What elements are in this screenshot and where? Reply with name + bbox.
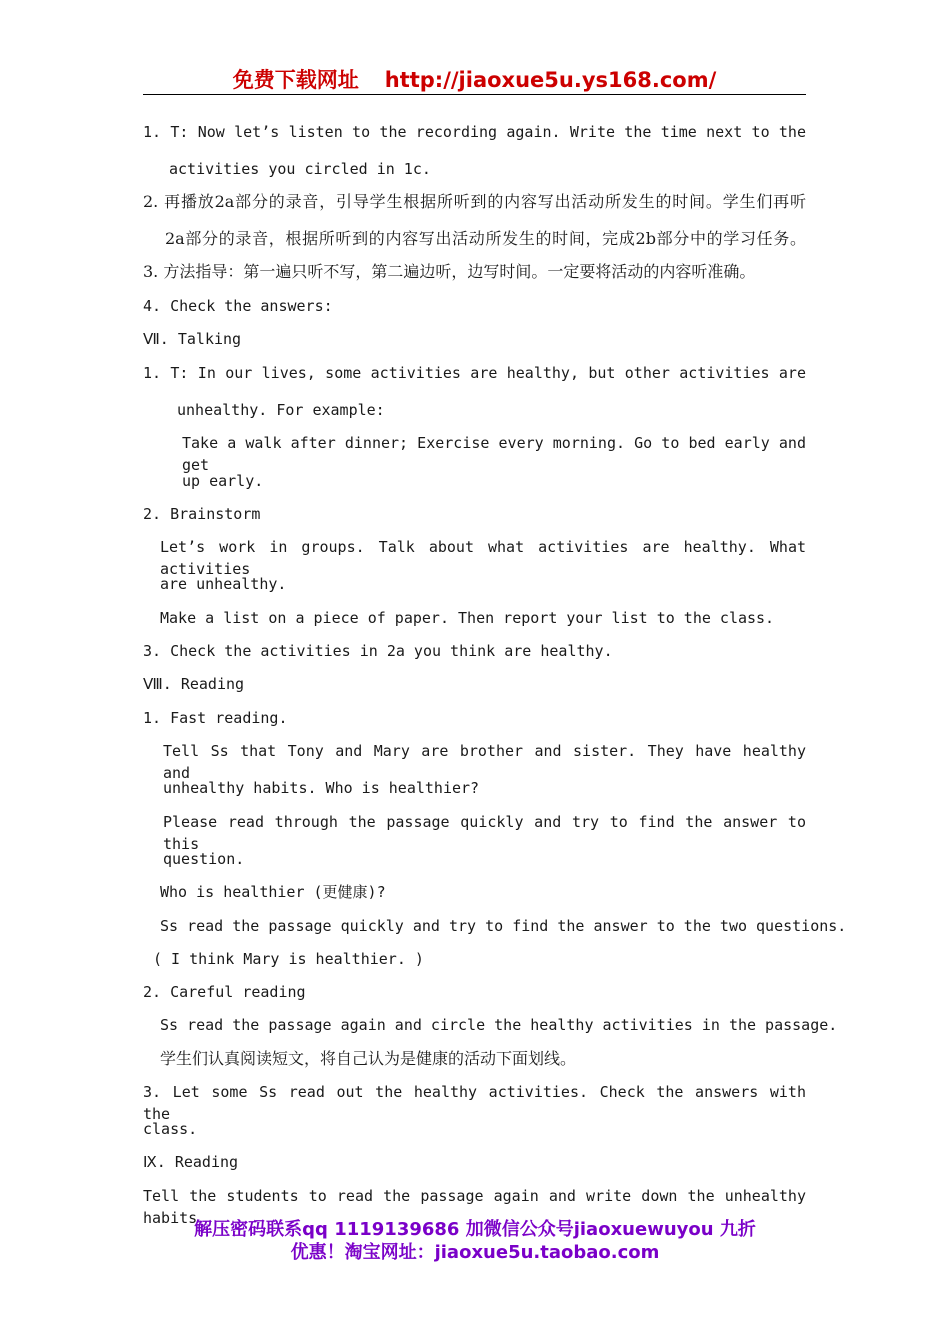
body-line: 3. Check the activities in 2a you think are healthy. [143, 642, 613, 660]
body-line: 1. T: In our lives, some activities are healthy, but other activities are [143, 364, 806, 382]
body-line: Ss read the passage again and circle the healthy activities in the passage. [160, 1016, 838, 1034]
body-line: ( I think Mary is healthier. ) [153, 950, 424, 968]
body-line: Who is healthier (更健康)? [160, 883, 386, 901]
footer-line-1: 解压密码联系qq 1119139686 加微信公众号jiaoxuewuyou 九折 [194, 1219, 756, 1240]
body-line: 1. Fast reading. [143, 709, 288, 727]
page-header [143, 64, 806, 94]
body-line: Make a list on a piece of paper. Then report your list to the class. [160, 609, 775, 627]
body-line: Tell Ss that Tony and Mary are brother and sister. They have healthy and [163, 742, 806, 782]
body-line: up early. [182, 472, 264, 490]
body-line: 4. Check the answers: [143, 297, 333, 315]
body-line: 2. Brainstorm [143, 505, 261, 523]
body-line: 2. 再播放2a部分的录音，引导学生根据所听到的内容写出活动所发生的时间。学生们再听 [143, 192, 806, 211]
section-heading: Ⅷ. Reading [143, 675, 245, 693]
body-line: are unhealthy. [160, 575, 287, 593]
body-line: Tell the students to read the passage again and write down the unhealthy habits [143, 1187, 806, 1227]
body-line: 1. T: Now let’s listen to the recording again. Write the time next to the [143, 123, 806, 141]
section-heading: Ⅸ. Reading [143, 1153, 239, 1171]
body-line: unhealthy. For example: [177, 401, 385, 419]
body-line: Take a walk after dinner; Exercise every morning. Go to bed early and get [182, 434, 806, 474]
body-line: 3. Let some Ss read out the healthy activities. Check the answers with the [143, 1083, 806, 1123]
header-url-link[interactable]: http://jiaoxue5u.ys168.com/ [384, 68, 717, 92]
body-line: 3. 方法指导：第一遍只听不写，第二遍边听，边写时间。一定要将活动的内容听准确。 [143, 262, 756, 281]
body-line: Ss read the passage quickly and try to find the answer to the two questions. [160, 917, 847, 935]
footer-line-2: 优惠！淘宝网址：jiaoxue5u.taobao.com [290, 1242, 660, 1263]
body-line: class. [143, 1120, 198, 1138]
body-line: question. [163, 850, 245, 868]
header-label: 免费下载网址 [232, 68, 359, 92]
body-line: unhealthy habits. Who is healthier? [163, 779, 480, 797]
header-divider [143, 94, 806, 95]
body-line: Let’s work in groups. Talk about what activities are healthy. What activities [160, 538, 806, 578]
body-line: Please read through the passage quickly and try to find the answer to this [163, 813, 806, 853]
section-heading: Ⅶ. Talking [143, 330, 242, 348]
body-line: 学生们认真阅读短文，将自己认为是健康的活动下面划线。 [160, 1049, 577, 1068]
body-line: 2a部分的录音，根据所听到的内容写出活动所发生的时间，完成2b部分中的学习任务。 [165, 229, 806, 248]
body-line: activities you circled in 1c. [169, 160, 431, 178]
body-line: 2. Careful reading [143, 983, 306, 1001]
